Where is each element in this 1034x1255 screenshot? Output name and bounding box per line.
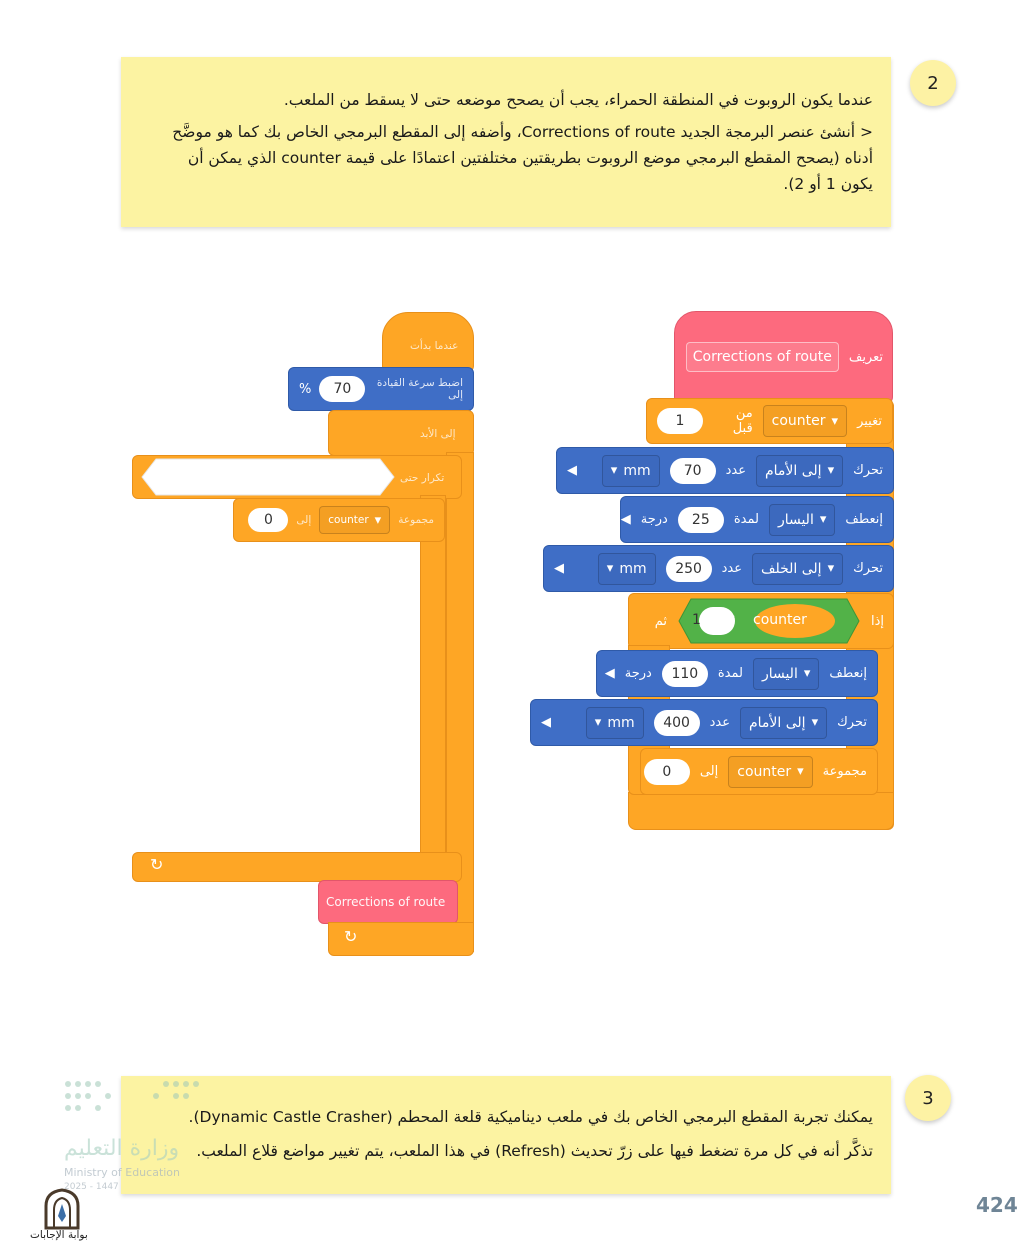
move1-num-label: عدد [725, 463, 746, 478]
page-number: 424 [976, 1193, 1018, 1217]
set-label: مجموعة [822, 764, 867, 779]
site-logo-text: بوابة الإجابات [30, 1229, 88, 1241]
loop-arrow-icon: ↻ [344, 927, 358, 946]
dropdown-caret-icon: ▾ [610, 463, 618, 478]
play-arrow-icon[interactable]: ◀ [541, 715, 551, 730]
repeat-until-label: تكرار حتى [400, 472, 445, 484]
set-speed-label: اضبط سرعة القيادة إلى [376, 377, 463, 401]
dropdown-caret-icon: ▾ [827, 561, 835, 576]
change-value-input[interactable]: 1 [657, 408, 703, 434]
set-to-label: إلى [699, 764, 719, 779]
cond-operator: < [724, 612, 736, 628]
repeat-until-spine [420, 495, 446, 855]
play-arrow-icon[interactable]: ◀ [554, 561, 564, 576]
move3-unit: mm [607, 714, 635, 731]
step2-line1: عندما يكون الروبوت في المنطقة الحمراء، يجب أن يصحح موضعه حتى لا يسقط من الملعب. [283, 91, 873, 109]
ministry-watermark-en: Ministry of Education [64, 1166, 181, 1179]
when-started-label: عندما بدأت [410, 340, 459, 352]
turn2-dir: اليسار [761, 665, 798, 682]
change-counter-block[interactable] [646, 398, 893, 444]
turn2-value-input[interactable]: 110 [662, 661, 708, 687]
step-number-badge [905, 1075, 951, 1121]
move-forward-block-1[interactable] [556, 447, 894, 494]
speed-value-input[interactable]: 70 [319, 376, 365, 402]
move-backward-block[interactable] [543, 545, 894, 592]
cond-var[interactable]: counter [753, 612, 807, 628]
step3-line1: يمكنك تجربة المقطع البرمجي الخاص بك في ملعب ديناميكية قلعة المحطم (Dynamic Castle Crasher). [188, 1108, 873, 1126]
move1-direction-dropdown[interactable] [756, 455, 843, 487]
ministry-dots-logo-icon [62, 1078, 202, 1118]
left-set-var-dropdown[interactable] [319, 506, 390, 534]
ministry-watermark-ar: وزارة التعليم [64, 1136, 180, 1161]
repeat-until-foot [132, 852, 462, 882]
step3-instruction-box [121, 1076, 891, 1194]
turn1-for-label: لمدة [733, 512, 759, 527]
dropdown-caret-icon: ▾ [374, 512, 382, 528]
step-number: 3 [922, 1087, 934, 1109]
left-set-to-label: إلى [296, 514, 312, 526]
call-corrections-name: Corrections of route [326, 895, 446, 909]
move2-dir: إلى الخلف [760, 560, 822, 577]
play-arrow-icon[interactable]: ◀ [620, 512, 631, 527]
change-var-dropdown[interactable] [763, 405, 847, 437]
turn2-for-label: لمدة [717, 666, 743, 681]
turn1-value-input[interactable]: 25 [678, 507, 724, 533]
set-value-input[interactable]: 0 [644, 759, 690, 785]
step2-line2: < أنشئ عنصر البرمجة الجديد Corrections of route، وأضفه إلى المقطع البرمجي الخاص بك كما هو موضَّح [172, 123, 873, 141]
dropdown-caret-icon: ▾ [606, 561, 614, 576]
step2-line3: أدناه (يصحح المقطع البرمجي موضع الروبوت بطريقتين مختلفتين اعتمادًا على قيمة counter الذي يمكن أن [187, 149, 873, 167]
move1-label: تحرك [853, 463, 883, 478]
repeat-condition-slot[interactable] [140, 458, 396, 496]
dropdown-caret-icon: ▾ [811, 715, 819, 730]
move-forward-block-2[interactable] [530, 699, 878, 746]
left-set-var: counter [328, 514, 369, 526]
change-var: counter [771, 413, 826, 429]
forever-label: إلى الأبد [420, 428, 456, 440]
speed-unit: % [299, 381, 312, 397]
dropdown-caret-icon: ▾ [594, 715, 602, 730]
move2-unit: mm [619, 560, 647, 577]
move3-direction-dropdown[interactable] [740, 707, 827, 739]
dropdown-caret-icon: ▾ [827, 463, 835, 478]
move1-unit: mm [623, 462, 651, 479]
turn-left-block-1[interactable] [620, 496, 894, 543]
define-label: تعريف [848, 349, 883, 365]
move3-value-input[interactable]: 400 [654, 710, 700, 736]
move2-num-label: عدد [721, 561, 742, 576]
step2-line4: يكون 1 أو 2). [783, 175, 873, 193]
move1-value-input[interactable]: 70 [670, 458, 716, 484]
define-block-content [674, 333, 893, 381]
turn2-label: إنعطف [829, 666, 867, 681]
turn-left-block-2[interactable] [596, 650, 878, 697]
left-set-counter-block[interactable] [233, 498, 445, 542]
loop-arrow-icon: ↻ [150, 855, 164, 874]
move2-label: تحرك [853, 561, 883, 576]
set-drive-speed-block[interactable] [288, 367, 474, 411]
site-logo-icon [42, 1188, 82, 1230]
step-number-badge [910, 60, 956, 106]
step3-line2: تذكَّر أنه في كل مرة تضغط فيها على زرّ تحديث (Refresh) في هذا الملعب، يتم تغيير مواضع قلاع الملعب. [196, 1142, 873, 1160]
move2-unit-dropdown[interactable] [598, 553, 656, 585]
change-label: تغيير [857, 413, 882, 429]
define-body-foot [628, 792, 894, 830]
turn2-direction-dropdown[interactable] [753, 658, 819, 690]
if-label: إذا [870, 613, 884, 629]
then-label: ثم [654, 613, 667, 629]
left-set-label: مجموعة [398, 514, 434, 526]
move2-value-input[interactable]: 250 [666, 556, 712, 582]
define-name-slot[interactable]: Corrections of route [686, 342, 839, 372]
dropdown-caret-icon: ▾ [797, 764, 804, 779]
left-set-value-input[interactable]: 0 [248, 508, 288, 532]
set-var-dropdown[interactable] [728, 756, 812, 788]
dropdown-caret-icon: ▾ [819, 512, 827, 527]
move3-dir: إلى الأمام [748, 714, 806, 731]
step-number: 2 [927, 72, 939, 94]
cond-value[interactable]: 1 [692, 612, 701, 628]
turn1-direction-dropdown[interactable] [769, 504, 835, 536]
move1-dir: إلى الأمام [764, 462, 822, 479]
dropdown-caret-icon: ▾ [831, 413, 839, 429]
play-arrow-icon[interactable]: ◀ [604, 666, 615, 681]
step2-instruction-box [121, 57, 891, 227]
change-by-label: من قبل [732, 406, 753, 436]
move3-num-label: عدد [709, 715, 730, 730]
move3-label: تحرك [837, 715, 867, 730]
move3-unit-dropdown[interactable] [586, 707, 644, 739]
play-arrow-icon[interactable]: ◀ [567, 463, 577, 478]
dropdown-caret-icon: ▾ [803, 666, 811, 681]
set-var: counter [737, 763, 792, 780]
ministry-watermark-years: 2025 - 1447 [64, 1182, 119, 1192]
turn2-unit: درجة [624, 666, 652, 681]
turn1-label: إنعطف [845, 512, 883, 527]
turn1-unit: درجة [640, 512, 668, 527]
move1-unit-dropdown[interactable] [602, 455, 660, 487]
move2-direction-dropdown[interactable] [752, 553, 843, 585]
turn1-dir: اليسار [777, 511, 814, 528]
set-counter-block[interactable] [640, 748, 878, 795]
